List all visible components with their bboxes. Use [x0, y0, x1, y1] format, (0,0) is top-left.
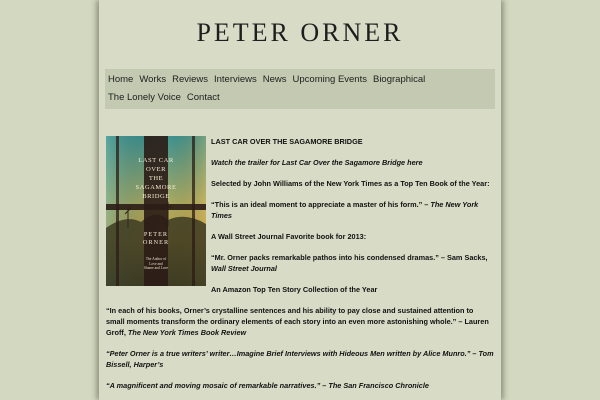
main-content — [106, 136, 494, 400]
sf-chronicle-quote: “A magnificent and moving mosaic of remarkable narratives.” – The San Francisco Chronicle — [106, 381, 429, 390]
nav-home[interactable]: Home — [108, 74, 134, 85]
nyt-source: The New York Times — [211, 200, 479, 220]
cover-subtitle: The Author of Love and Shame and Love — [143, 257, 169, 270]
nav-the-lonely-voice[interactable]: The Lonely Voice — [108, 92, 181, 103]
book-cover-image[interactable] — [106, 136, 206, 286]
nav-reviews[interactable]: Reviews — [172, 74, 208, 85]
nav-works[interactable]: Works — [139, 74, 167, 85]
nyt-quote: “This is an ideal moment to appreciate a master of his form.” – The New York Times — [211, 200, 479, 220]
nav-upcoming-events[interactable]: Upcoming Events — [292, 74, 367, 85]
bissell-quote: “Peter Orner is a true writers’ writer…Imagine Brief Interviews with Hideous Men written by Alice Munro.” – Tom Bissell, Harper’s — [106, 349, 494, 369]
nav-biographical[interactable]: Biographical — [372, 74, 426, 85]
nyt-selected: Selected by John Williams of the New York Times as a Top Ten Book of the Year: — [211, 179, 490, 188]
groff-quote: “In each of his books, Orner’s crystalline sentences and his ability to pay close and sustained attention to small moments transform the ordinary elements of each story into an even more astonishing whole.” – Lauren Groff, The New York Times Book Review — [106, 306, 489, 337]
nav-contact[interactable]: Contact — [186, 92, 220, 103]
trailer-link[interactable]: Watch the trailer for Last Car Over the Sagamore Bridge here — [211, 158, 423, 167]
page-container — [99, 0, 501, 400]
book-title: LAST CAR OVER THE SAGAMORE BRIDGE — [211, 137, 363, 146]
wsj-quote: “Mr. Orner packs remarkable pathos into his condensed dramas.” – Sam Sacks, Wall Street Journal — [211, 253, 488, 273]
nav-news[interactable]: News — [262, 74, 287, 85]
amazon-note: An Amazon Top Ten Story Collection of the Year — [211, 285, 378, 294]
cover-author: PETER ORNER — [142, 231, 170, 246]
wsj-source: Wall Street Journal — [211, 264, 277, 273]
main-nav — [105, 69, 495, 109]
wsj-favorite: A Wall Street Journal Favorite book for 2013: — [211, 232, 367, 241]
cover-title: LAST CAR OVER THE SAGAMORE BRIDGE — [135, 157, 177, 200]
groff-source: The New York Times Book Review — [127, 328, 247, 337]
nav-interviews[interactable]: Interviews — [214, 74, 257, 85]
site-title[interactable]: PETER ORNER — [196, 18, 404, 47]
